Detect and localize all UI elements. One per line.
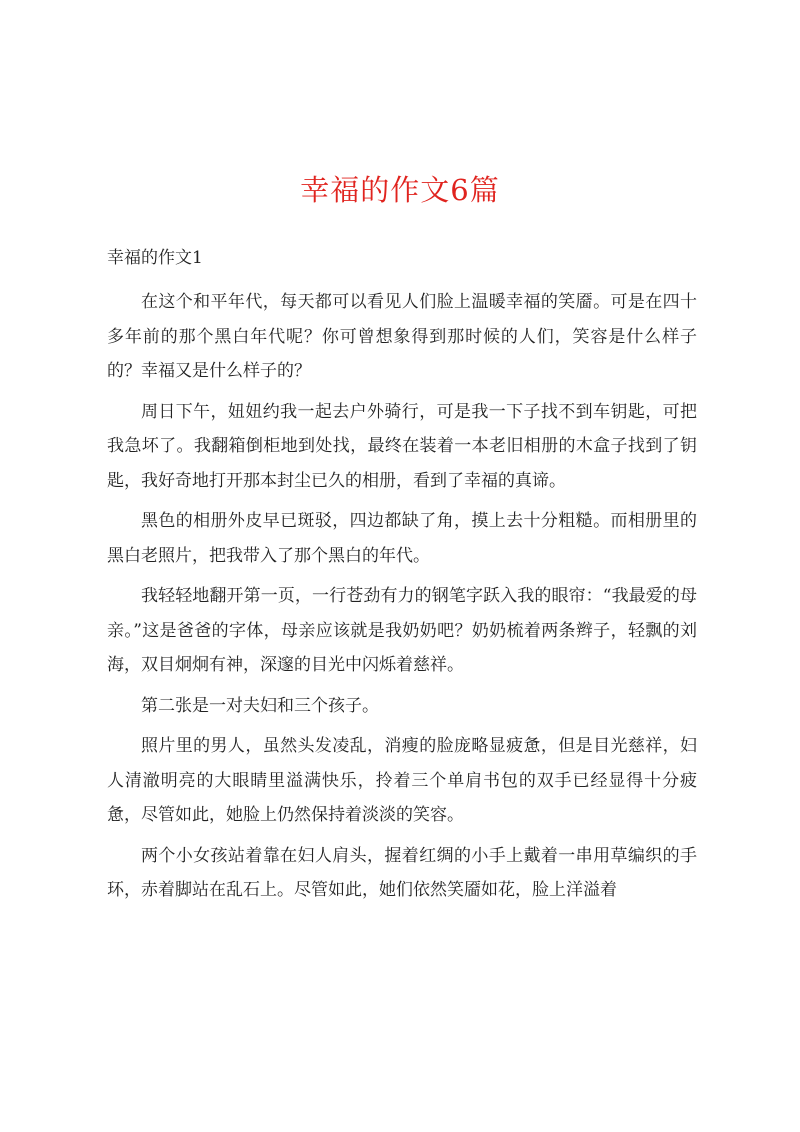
article-body (107, 285, 697, 914)
paragraph: 照片里的男人，虽然头发凌乱，消瘦的脸庞略显疲惫，但是目光慈祥，妇人清澈明亮的大眼睛里溢满快乐，拎着三个单肩书包的双手已经显得十分疲惫，尽管如此，她脸上仍然保持着淡淡的笑容。 (107, 736, 697, 825)
section-heading: 幸福的作文1 (107, 248, 203, 268)
paragraph: 我轻轻地翻开第一页，一行苍劲有力的钢笔字跃入我的眼帘：“我最爱的母亲。”这是爸爸的字体，母亲应该就是我奶奶吧？奶奶梳着两条辫子，轻飘的刘海，双目炯炯有神，深邃的目光中闪烁着慈祥。 (107, 586, 697, 675)
paragraph: 两个小女孩站着靠在妇人肩头，握着红绸的小手上戴着一串用草编织的手环，赤着脚站在乱石上。尽管如此，她们依然笑靥如花，脸上洋溢着 (107, 845, 697, 900)
document-title: 幸福的作文6篇 (300, 173, 500, 207)
paragraph: 周日下午，妞妞约我一起去户外骑行，可是我一下子找不到车钥匙，可把我急坏了。我翻箱倒柜地到处找，最终在装着一本老旧相册的木盒子找到了钥匙，我好奇地打开那本封尘已久的相册，看到了幸福的真谛。 (107, 401, 697, 491)
paragraph: 黑色的相册外皮早已斑驳，四边都缺了角，摸上去十分粗糙。而相册里的黑白老照片，把我带入了那个黑白的年代。 (107, 511, 697, 566)
paragraph: 在这个和平年代，每天都可以看见人们脸上温暖幸福的笑靥。可是在四十多年前的那个黑白年代呢？你可曾想象得到那时候的人们，笑容是什么样子的？幸福又是什么样子的？ (107, 292, 697, 381)
paragraph: 第二张是一对夫妇和三个孩子。 (141, 695, 379, 716)
